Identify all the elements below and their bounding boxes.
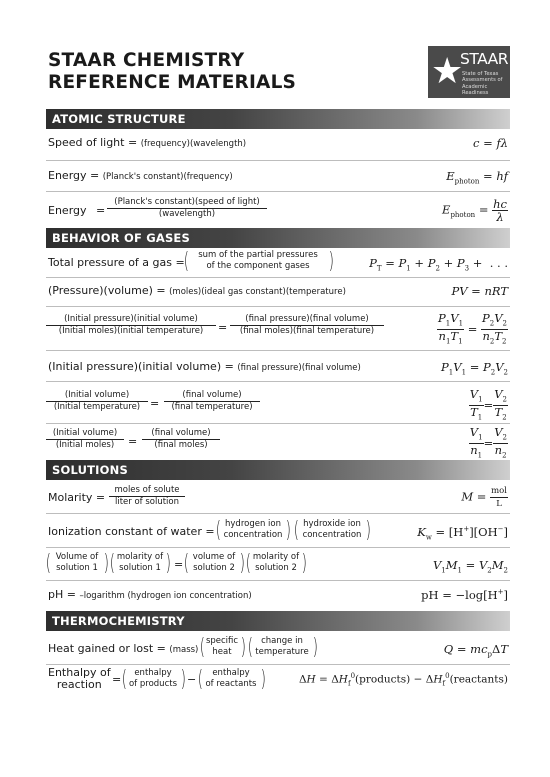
- formula-energy-wavelength: Energy = (Planck's constant)(speed of light) (wavelength) $E_{photon}$ = $\frac{hc}{\lambda}$: [48, 197, 507, 224]
- formula-ph: pH = –logarithm (hydrogen ion concentration) pH = −log[H+]: [48, 588, 508, 602]
- title-line-2: REFERENCE MATERIALS: [48, 72, 297, 93]
- divider: [46, 664, 510, 665]
- formula-label: Ionization constant of water: [48, 525, 202, 538]
- section-header-solutions: [46, 460, 510, 480]
- formula-words: (moles)(ideal gas constant)(temperature): [169, 287, 346, 297]
- page-title: [48, 50, 296, 94]
- formula-boyle: (Initial pressure)(initial volume) = (final pressure)(final volume) $P_1V_1 = P_2V_2$: [48, 360, 508, 377]
- formula-label: Speed of light: [48, 136, 125, 149]
- formula-symbolic: $P_1V_1 = P_2V_2$: [441, 360, 508, 377]
- formula-label: (Initial pressure)(initial volume): [48, 360, 222, 373]
- divider: [46, 160, 510, 161]
- formula-symbolic: $\frac{P_1V_1}{n_1T_1}$ = $\frac{P_2V_2}{n_2T_2}$: [438, 311, 507, 346]
- formula-words: (Planck's constant)(frequency): [102, 172, 233, 182]
- formula-heat: Heat gained or lost = (mass) ( specific heat ) ( change in temperature ) $Q = mc_p\Delta T$: [48, 635, 508, 660]
- formula-symbolic: $V_1M_1 = V_2M_2$: [432, 558, 508, 575]
- divider: [46, 423, 510, 424]
- formula-enthalpy: Enthalpy of reaction = ( enthalpy of products ) − ( enthalpy of reactants ) $\Delta H = \Delta H_f^0(products)$ − $\Delta H_f^0(reactants)$: [48, 666, 508, 692]
- formula-symbolic: $\frac{V_1}{n_1}$ = $\frac{V_2}{n_2}$: [469, 425, 507, 460]
- formula-label: Enthalpy of: [48, 666, 111, 679]
- formula-symbolic: $\frac{V_1}{T_1}$ = $\frac{V_2}{T_2}$: [469, 387, 507, 422]
- formula-speed-of-light: Speed of light = (frequency)(wavelength) c = fλ: [48, 136, 508, 150]
- section-title: BEHAVIOR OF GASES: [52, 231, 190, 245]
- formula-fraction: (Planck's constant)(speed of light) (wavelength): [107, 197, 267, 220]
- divider: [46, 580, 510, 581]
- formula-label: (Pressure)(volume): [48, 284, 153, 297]
- formula-combined-gas: (Initial pressure)(initial volume) (Initial moles)(initial temperature) = (final pressure)(final volume) (final moles)(final temperature) $\frac{P_1V_1}{n_1T_1}$ = $\frac{P_2V_2}{n_2T_2}$: [46, 312, 510, 342]
- formula-symbolic: $E_{photon}$ = $\frac{hc}{\lambda}$: [442, 197, 507, 224]
- formula-symbolic: $Q = mc_p\Delta T$: [443, 642, 508, 659]
- formula-charles: (Initial volume) (Initial temperature) = (final volume) (final temperature) $\frac{V_1}{T_1}$ = $\frac{V_2}{T_2}$: [46, 388, 510, 420]
- divider: [46, 547, 510, 548]
- formula-symbolic: c = fλ: [473, 136, 508, 150]
- section-title: SOLUTIONS: [52, 463, 128, 477]
- logo-tagline: State of Texas Assessments of Academic Readiness: [462, 71, 503, 96]
- staar-logo: [428, 46, 510, 98]
- section-title: THERMOCHEMISTRY: [52, 614, 185, 628]
- divider: [46, 306, 510, 307]
- formula-words: (final pressure)(final volume): [237, 363, 361, 373]
- formula-words: sum of the partial pressures of the component gases: [198, 250, 318, 271]
- section-title: ATOMIC STRUCTURE: [52, 112, 186, 126]
- formula-words: –logarithm (hydrogen ion concentration): [79, 591, 252, 601]
- formula-symbolic: pH = −log[H+]: [421, 588, 508, 602]
- formula-label: Heat gained or lost: [48, 642, 154, 655]
- formula-total-pressure: Total pressure of a gas = ( sum of the partial pressures of the component gases ) $P_T = P_1 + P_2 + P_3$ + . . .: [48, 249, 508, 274]
- formula-label: pH: [48, 588, 64, 601]
- formula-words: (mass): [169, 645, 199, 655]
- divider: [46, 191, 510, 192]
- formula-symbolic: M = mol L: [461, 486, 507, 509]
- formula-energy-frequency: Energy = (Planck's constant)(frequency) $E_{photon}$ = hf: [48, 169, 508, 186]
- logo-name: STAAR: [460, 50, 509, 68]
- formula-label: reaction: [56, 678, 102, 691]
- star-icon: ★: [431, 51, 464, 92]
- divider: [46, 381, 510, 382]
- title-line-1: STAAR CHEMISTRY: [48, 50, 245, 71]
- formula-label: Energy: [48, 204, 87, 217]
- formula-avogadro: (Initial volume) (Initial moles) = (final volume) (final moles) $\frac{V_1}{n_1}$ = $\frac{V_2}{n_2}$: [46, 426, 510, 458]
- formula-symbolic: $\Delta H = \Delta H_f^0(products)$ − $\Delta H_f^0(reactants)$: [298, 672, 508, 688]
- formula-symbolic: $E_{photon}$ = hf: [446, 169, 508, 186]
- section-header-atomic: [46, 109, 510, 129]
- section-header-gases: [46, 228, 510, 248]
- formula-ideal-gas: (Pressure)(volume) = (moles)(ideal gas constant)(temperature) PV = nRT: [48, 284, 508, 298]
- formula-molarity: Molarity = moles of solute liter of solution M = mol L: [48, 485, 507, 509]
- formula-symbolic: $K_w = [H^+][OH^-]$: [417, 525, 508, 542]
- divider: [46, 513, 510, 514]
- formula-label: Energy: [48, 169, 87, 182]
- formula-label: Total pressure of a gas: [48, 256, 172, 269]
- formula-symbolic: PV = nRT: [451, 284, 508, 298]
- formula-dilution: ( Volume of solution 1 ) ( molarity of solution 1 ) = ( volume of solution 2 ) ( molarity of solution 2 ) $V_1M_1 = V_2M_2$: [45, 551, 508, 576]
- formula-ionization-water: Ionization constant of water = ( hydrogen ion concentration ) ( hydroxide ion concentration ) $K_w = [H^+][OH^-]$: [48, 518, 508, 543]
- formula-words: (frequency)(wavelength): [140, 139, 247, 149]
- formula-label: Molarity: [48, 491, 93, 504]
- divider: [46, 277, 510, 278]
- divider: [46, 350, 510, 351]
- formula-symbolic: $P_T = P_1 + P_2 + P_3$ + . . .: [369, 256, 508, 273]
- section-header-thermo: [46, 611, 510, 631]
